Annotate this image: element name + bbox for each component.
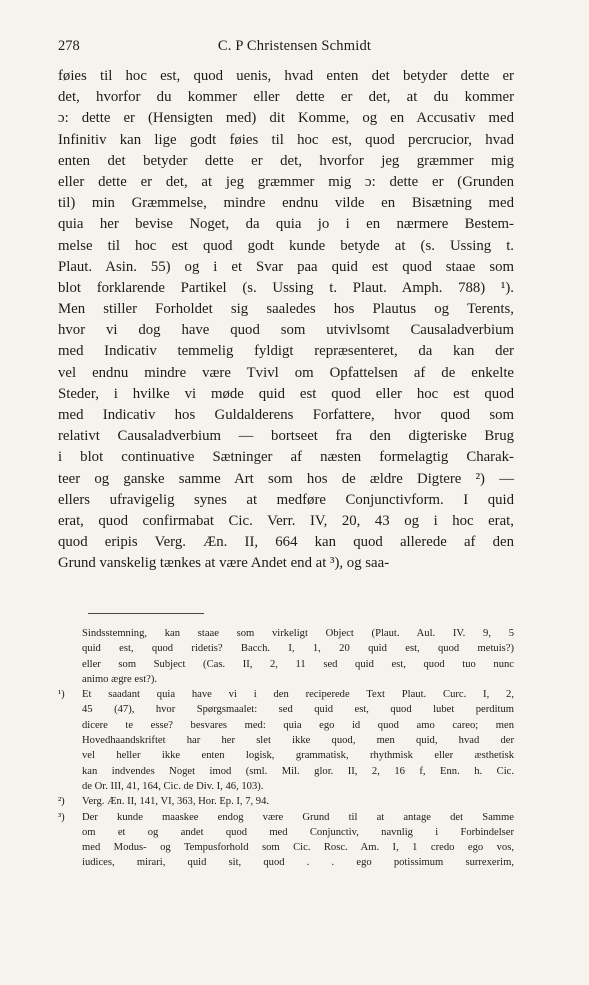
text-line: relativt Causaladverbium — bortseet fra den digteriske Brug (58, 428, 514, 445)
text-line: eller dette er det, at jeg græmmer mig ɔ: dette er (Grunden (58, 173, 514, 190)
footnote-marker: ²) (58, 796, 65, 808)
text-line: føies til hoc est, quod uenis, hvad enten det betyder dette er (58, 68, 514, 84)
footnote-line: Et saadant quia have vi i den reciperede Text Plaut. Curc. I, 2, (82, 689, 514, 701)
footnote-line: dicere te esse? besvares med: quia ego id quod amo careo; men (82, 719, 514, 731)
footnote-line: vel heller ikke enten logisk, grammatisk, rhythmisk eller æsthetisk (82, 750, 514, 762)
footnote-separator (88, 613, 204, 614)
footnote (58, 810, 514, 871)
footnote-line: de Or. III, 41, 164, Cic. de Div. I, 46, 103). (82, 780, 264, 792)
footnote-line: eller som Subject (Cas. II, 2, 11 sed quid est, quod tuo nunc (82, 658, 514, 670)
footnotes (58, 626, 514, 871)
text-line: Grund vanskelig tænkes at være Andet end at ³), og saa- (58, 555, 390, 572)
footnote-line: 45 (47), hvor Spørgsmaalet: sed quid est, quod lubet perditum (82, 704, 514, 716)
text-line: erat, quod confirmabat Cic. Verr. IV, 20, 43 og i hoc erat, (58, 512, 514, 529)
footnote-line: Hovedhaandskriftet har her slet ikke quod, men quid, hvad der (82, 735, 514, 747)
text-line: med Indicativ hos Guldalderens Forfattere, hvor quod som (58, 407, 514, 423)
page-number: 278 (58, 38, 80, 54)
text-line: enten det betyder dette er det, hvorfor jeg græmmer mig (58, 152, 514, 169)
running-head: C. P Christensen Schmidt (217, 38, 372, 54)
footnote-line: quid est, quod ridetis? Bacch. I, 1, 20 quid est, quod metuis?) (82, 643, 514, 655)
footnote-marker: ³) (58, 811, 65, 823)
footnote-line: iudices, mirari, quid sit, quod . . ego potissimum surrexerim, (82, 857, 514, 869)
text-line: Plaut. Asin. 55) og i et Svar paa quid est quod staae som (58, 258, 514, 275)
text-line: Steder, i hvilke vi møde quid est quod eller hoc est quod (58, 385, 514, 402)
main-text (58, 66, 514, 575)
footnote-line: med Modus- og Tempusforhold som Cic. Rosc. Am. I, 1 credo ego vos, (82, 842, 514, 854)
footnote-line: om et og andet quod med Conjunctiv, navnlig i Forbindelser (82, 826, 514, 838)
text-line: hvor vi dog have quod som utvivlsomt Causaladverbium (58, 322, 514, 339)
footnote-line: Verg. Æn. II, 141, VI, 363, Hor. Ep. I, 7, 94. (82, 796, 270, 808)
text-line: vel endnu mindre være Tvivl om Opfattelsen af de enkelte (58, 364, 514, 381)
text-line: Men stiller Forholdet sig saaledes hos Plautus og Terents, (58, 301, 514, 318)
text-line: blot forklarende Partikel (s. Ussing t. Plaut. Amph. 788) ¹). (58, 279, 514, 296)
footnote-line: Sindsstemning, kan staae som virkeligt Object (Plaut. Aul. IV. 9, 5 (82, 628, 514, 639)
text-line: melse til hoc est quod godt kunde betyde at (s. Ussing t. (58, 237, 514, 254)
footnote-line: Der kunde maaskee endog være Grund til at antage det Samme (82, 811, 514, 823)
text-line: ellers ufravigelig synes at medføre Conjunctivform. I quid (58, 491, 514, 508)
text-line: teer og ganske samme Art som hos de ældre Digtere ²) — (58, 470, 514, 487)
footnote (58, 687, 514, 794)
footnote-line: kan indvendes Noget imod (sml. Mil. glor. II, 2, 16 f, Enn. h. Cic. (82, 765, 514, 777)
page-header (0, 38, 589, 60)
footnote-continuation (58, 626, 514, 687)
text-line: til) min Græmmelse, mindre endnu vilde en Bisætning med (58, 195, 514, 212)
text-line: med Indicativ temmelig fyldigt repræsenteret, da kan der (58, 343, 514, 360)
text-line: quia her bevise Noget, da quia jo i en nærmere Bestem- (58, 216, 514, 233)
text-line: quod eripis Verg. Æn. II, 664 kan quod allerede af den (58, 534, 514, 551)
footnote-marker: ¹) (58, 689, 65, 701)
footnote (58, 794, 514, 809)
footnote-line: animo ægre est?). (82, 673, 158, 685)
text-line: det, hvorfor du kommer eller dette er det, at du kommer (58, 89, 514, 106)
text-line: Infinitiv kan lige godt føies til hoc est, quod percrucior, hvad (58, 131, 514, 148)
text-line: i blot continuative Sætninger af næsten formelagtig Charak- (58, 449, 514, 466)
text-line: ɔ: dette er (Hensigten med) dit Komme, og en Accusativ med (58, 110, 514, 127)
